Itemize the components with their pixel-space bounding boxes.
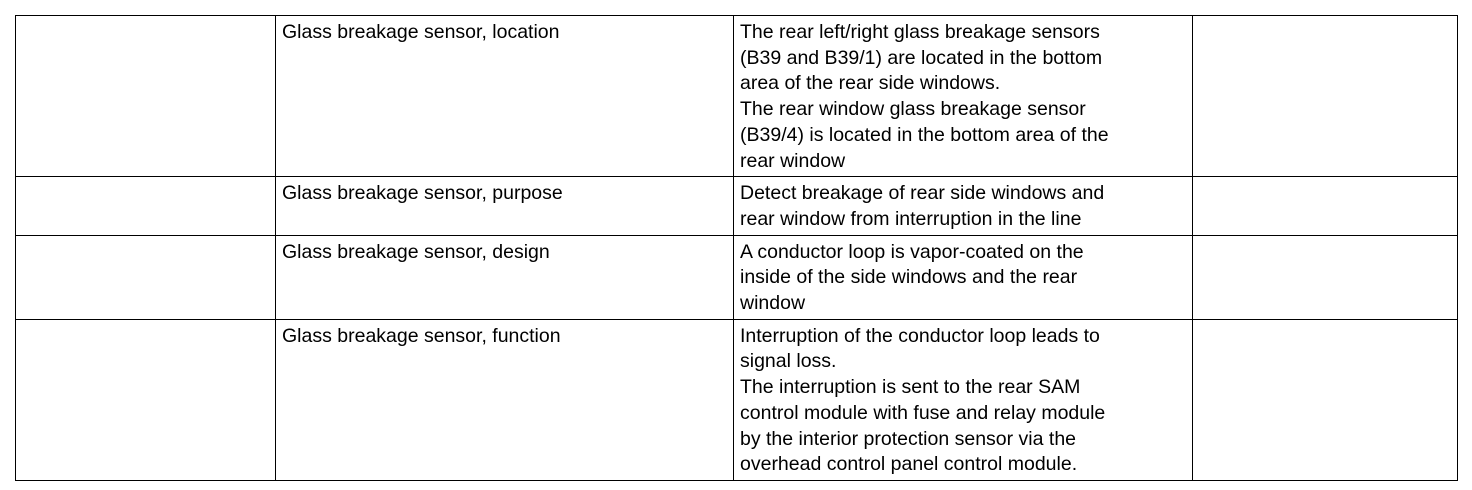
description-line: control module with fuse and relay module — [740, 401, 1106, 424]
table-row — [16, 235, 1458, 319]
description-line: overhead control panel control module. — [740, 453, 1078, 476]
description-line: by the interior protection sensor via the — [740, 427, 1077, 450]
description-line: area of the rear side windows. — [740, 72, 1001, 95]
blank-cell — [1193, 319, 1458, 480]
blank-cell — [16, 177, 276, 235]
description-line: The interruption is sent to the rear SAM — [740, 376, 1081, 399]
blank-cell — [1193, 235, 1458, 319]
description-line: (B39/4) is located in the bottom area of the — [740, 123, 1109, 146]
table-row — [16, 177, 1458, 235]
description-line: rear window from interruption in the line — [740, 207, 1082, 230]
description-line: signal loss. — [740, 350, 837, 373]
description-cell — [734, 177, 1193, 235]
table-row — [16, 16, 1458, 177]
topic-cell: Glass breakage sensor, design — [276, 235, 734, 319]
description-cell — [734, 235, 1193, 319]
description-cell — [734, 319, 1193, 480]
description-line: The rear left/right glass breakage sensors — [740, 21, 1100, 43]
description-cell — [734, 16, 1193, 177]
description-line: window — [740, 292, 806, 315]
description-line: rear window — [740, 149, 846, 172]
description-line: A conductor loop is vapor-coated on the — [740, 240, 1084, 263]
blank-cell — [1193, 16, 1458, 177]
description-line: Detect breakage of rear side windows and — [740, 182, 1105, 205]
blank-cell — [16, 16, 276, 177]
description-line: Interruption of the conductor loop leads to — [740, 324, 1100, 347]
topic-cell: Glass breakage sensor, location — [276, 16, 734, 177]
topic-cell: Glass breakage sensor, function — [276, 319, 734, 480]
topic-cell: Glass breakage sensor, purpose — [276, 177, 734, 235]
blank-cell — [16, 235, 276, 319]
description-line: (B39 and B39/1) are located in the bottom — [740, 46, 1103, 69]
blank-cell — [16, 319, 276, 480]
sensor-info-table — [15, 15, 1458, 481]
description-line: The rear window glass breakage sensor — [740, 98, 1086, 121]
description-line: inside of the side windows and the rear — [740, 266, 1078, 289]
table-row — [16, 319, 1458, 480]
blank-cell — [1193, 177, 1458, 235]
